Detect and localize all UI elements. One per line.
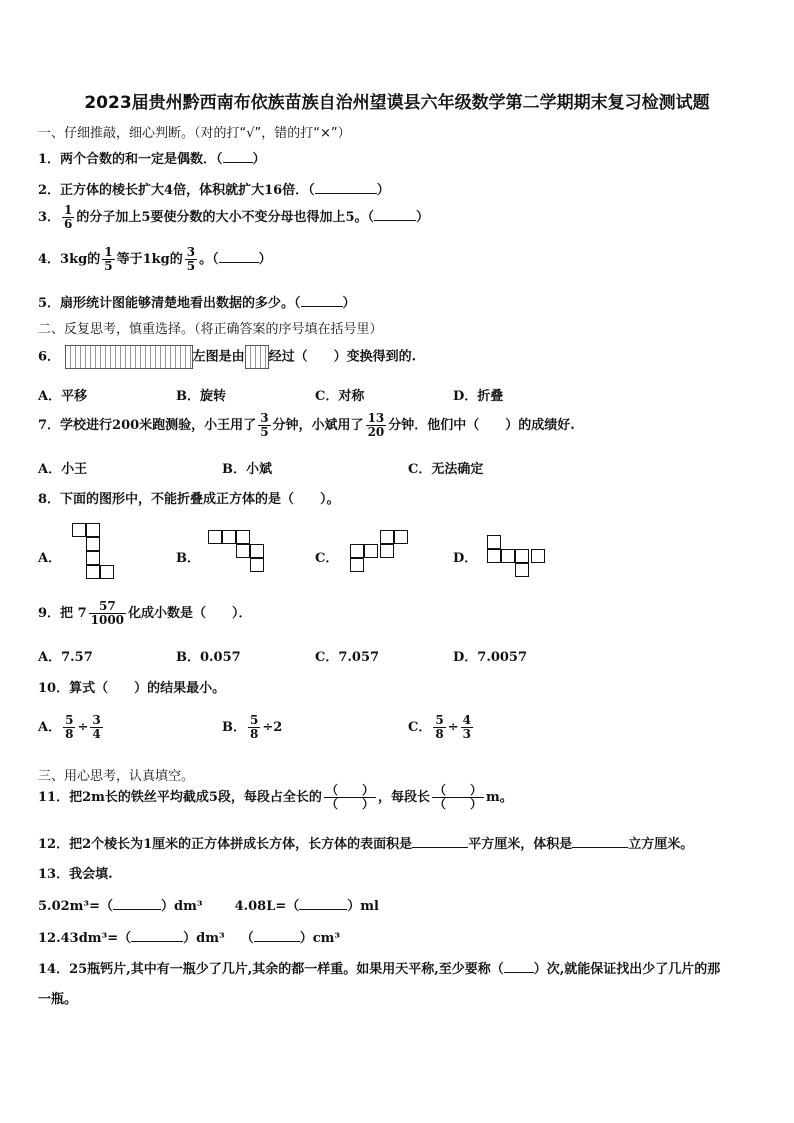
denominator: 6	[64, 217, 73, 231]
q10-option-a[interactable]	[38, 714, 105, 741]
q8-option-d[interactable]: D．	[453, 551, 478, 566]
page-title: 2023届贵州黔西南布依族苗族自治州望谟县六年级数学第二学期期末复习检测试题	[84, 93, 710, 113]
answer-blank[interactable]	[113, 897, 161, 910]
answer-blank[interactable]	[131, 929, 183, 942]
question-1-text: 1．两个合数的和一定是偶数．（	[38, 152, 223, 167]
denominator: 5	[260, 425, 269, 439]
question-7-text: 分钟．他们中（ ）的成绩好.	[388, 418, 575, 433]
question-1	[38, 148, 266, 167]
numerator: 4	[462, 713, 471, 727]
conversion-text: 4.08L=（	[234, 899, 300, 914]
question-6	[38, 345, 416, 369]
question-10: 10．算式（ ）的结果最小。	[38, 681, 226, 696]
section-2-heading: 二、反复思考，慎重选择。（将正确答案的序号填在括号里）	[38, 322, 383, 337]
numerator: 5	[250, 713, 259, 727]
question-4	[38, 246, 272, 273]
fraction	[90, 714, 102, 741]
denominator: 8	[435, 727, 444, 741]
fraction	[62, 204, 74, 231]
denominator: 5	[186, 259, 196, 273]
question-3-end: ）	[416, 210, 430, 225]
question-14	[38, 958, 720, 977]
question-9	[38, 600, 252, 627]
question-4-end: ）	[258, 252, 272, 267]
operator: ÷	[77, 720, 89, 735]
question-7-text: 分钟，小斌用了	[272, 418, 364, 433]
numerator: 13	[367, 411, 385, 425]
operator: ÷2	[262, 720, 283, 735]
denominator: 20	[367, 425, 385, 439]
question-5-end: ）	[342, 296, 356, 311]
q10-option-b[interactable]	[222, 714, 282, 741]
numerator: 3	[92, 713, 101, 727]
denominator: 3	[462, 727, 471, 741]
question-11-text: ，每段长	[377, 790, 430, 805]
numerator: 1	[64, 203, 73, 217]
question-12	[38, 833, 693, 852]
numerator: 1	[104, 245, 113, 259]
numerator: 3	[186, 245, 196, 259]
q6-option-a[interactable]: A．平移	[38, 389, 88, 404]
conversion-text: 12.43dm³=（	[38, 931, 132, 946]
conversion-unit: ）ml	[347, 899, 379, 914]
option-label: C．	[408, 720, 432, 735]
denominator: 5	[104, 259, 113, 273]
question-3-number: 3．	[38, 210, 61, 225]
question-3	[38, 204, 429, 231]
option-label: B．	[222, 720, 246, 735]
answer-blank[interactable]	[374, 208, 416, 221]
question-12-text: 平方厘米，体积是	[468, 837, 573, 852]
q7-option-c[interactable]: C．无法确定	[408, 462, 484, 477]
question-9-text: 化成小数是（ ）．	[128, 606, 252, 621]
answer-blank[interactable]	[223, 150, 253, 163]
question-12-text: 立方厘米。	[628, 837, 694, 852]
question-13: 13．我会填.	[38, 867, 113, 882]
q9-option-a[interactable]: A．7.57	[38, 650, 93, 665]
q7-option-b[interactable]: B．小斌	[222, 462, 272, 477]
fraction	[102, 246, 114, 273]
question-5	[38, 292, 356, 311]
q6-option-b[interactable]: B．旋转	[176, 389, 226, 404]
fraction	[258, 412, 270, 439]
q9-option-c[interactable]: C．7.057	[315, 650, 380, 665]
q6-option-c[interactable]: C．对称	[315, 389, 365, 404]
question-2-end: ）	[376, 183, 390, 198]
question-13-row-2	[38, 927, 340, 946]
denominator-blank[interactable]: （ ）	[325, 797, 374, 811]
question-11-text: 11．把2m长的铁丝平均截成5段，每段占全长的	[38, 790, 322, 805]
conversion-unit: ）dm³	[161, 899, 203, 914]
answer-blank[interactable]	[572, 835, 628, 848]
question-8: 8．下面的图形中，不能折叠成正方体的是（ ）。	[38, 492, 340, 507]
denominator: 8	[65, 727, 74, 741]
answer-blank[interactable]	[219, 250, 259, 263]
answer-blank[interactable]	[504, 960, 534, 973]
q8-option-b[interactable]: B．	[176, 551, 200, 566]
denominator: 8	[250, 727, 259, 741]
denominator-blank[interactable]: （ ）	[433, 797, 482, 811]
question-7-text: 7．学校进行200米跑测验，小王用了	[38, 418, 257, 433]
q8-option-c[interactable]: C．	[315, 551, 339, 566]
conversion-text: 5.02m³=（	[38, 899, 114, 914]
question-1-end: ）	[252, 152, 266, 167]
question-6-text: 左图是由	[192, 349, 245, 365]
q8-option-a[interactable]: A．	[38, 551, 62, 566]
numerator: 3	[260, 411, 269, 425]
fraction	[461, 714, 473, 741]
fraction	[89, 600, 126, 627]
answer-blank[interactable]	[301, 294, 343, 307]
question-6-text: 经过（ ）变换得到的.	[268, 349, 417, 365]
question-6-number: 6．	[38, 349, 61, 365]
answer-blank[interactable]	[254, 929, 300, 942]
fraction	[248, 714, 260, 741]
pattern-unit-image	[245, 345, 269, 369]
conversion-unit: ）cm³	[299, 931, 341, 946]
numerator: 5	[65, 713, 74, 727]
answer-blank[interactable]	[299, 897, 347, 910]
numerator: 57	[89, 600, 126, 614]
question-2	[38, 179, 390, 198]
numerator: 5	[435, 713, 444, 727]
question-12-text: 12．把2个棱长为1厘米的正方体拼成长方体，长方体的表面积是	[38, 837, 413, 852]
answer-blank[interactable]	[412, 835, 468, 848]
fraction-blank[interactable]	[432, 784, 484, 811]
fraction	[63, 714, 75, 741]
q9-option-b[interactable]: B．0.057	[176, 650, 241, 665]
section-1-heading: 一、仔细推敲，细心判断。（对的打“√”，错的打“×”）	[38, 126, 351, 141]
question-4-text: 。（	[199, 252, 219, 267]
denominator: 1000	[90, 613, 125, 627]
fraction	[185, 246, 197, 273]
q6-option-d[interactable]: D．折叠	[453, 389, 504, 404]
fraction	[366, 412, 387, 439]
q7-option-a[interactable]: A．小王	[38, 462, 88, 477]
numerator-blank[interactable]: （ ）	[433, 783, 482, 797]
conversion-unit: ）dm³	[183, 931, 225, 946]
question-4-text: 等于1kg的	[116, 252, 183, 267]
q10-option-c[interactable]	[408, 714, 475, 741]
question-4-text: 4．3kg的	[38, 252, 101, 267]
operator: ÷	[447, 720, 459, 735]
question-5-text: 5．扇形统计图能够清楚地看出数据的多少。（	[38, 296, 301, 311]
question-13-row-1	[38, 895, 379, 914]
question-9-text: 9．把 7	[38, 606, 87, 621]
answer-blank[interactable]	[315, 181, 377, 194]
pattern-strip-image	[65, 345, 193, 369]
question-7	[38, 412, 575, 439]
fraction-blank[interactable]	[324, 784, 376, 811]
denominator: 4	[92, 727, 101, 741]
question-14-continued: 一瓶。	[38, 992, 78, 1007]
option-label: A．	[38, 720, 62, 735]
question-14-text: ）次,就能保证找出少了几片的那	[533, 962, 721, 977]
question-2-text: 2．正方体的棱长扩大4倍，体积就扩大16倍．（	[38, 183, 315, 198]
section-3-heading: 三、用心思考，认真填空。	[38, 769, 195, 784]
conversion-text: （	[240, 931, 254, 946]
question-11-unit: m。	[485, 790, 513, 805]
fraction	[433, 714, 445, 741]
numerator-blank[interactable]: （ ）	[325, 783, 374, 797]
question-14-text: 14．25瓶钙片,其中有一瓶少了几片,其余的都一样重。如果用天平称,至少要称（	[38, 962, 504, 977]
q9-option-d[interactable]: D．7.0057	[453, 650, 528, 665]
question-3-text: 的分子加上5要使分数的大小不变分母也得加上5。（	[76, 210, 374, 225]
question-11	[38, 784, 513, 811]
